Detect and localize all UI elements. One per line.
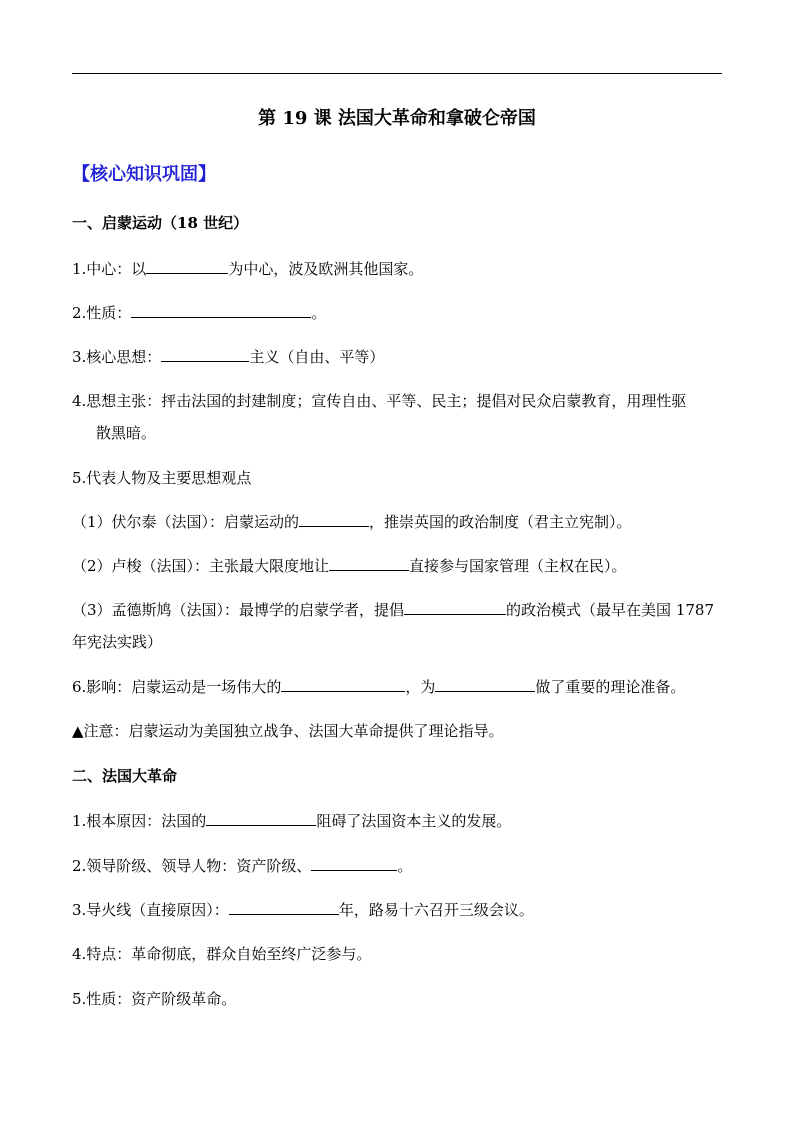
fill-blank[interactable] [435, 676, 535, 692]
s1-note: ▲注意：启蒙运动为美国独立战争、法国大革命提供了理论指导。 [72, 722, 504, 740]
s2-item4: 4.特点：革命彻底，群众自始至终广泛参与。 [72, 945, 372, 963]
s1-person2: （2）卢梭（法国）：主张最大限度地让 直接参与国家管理（主权在民）。 [72, 557, 627, 575]
s2-item2: 2.领导阶级、领导人物：资产阶级、 。 [72, 857, 413, 875]
s1-item6: 6.影响：启蒙运动是一场伟大的 ，为 做了重要的理论准备。 [72, 678, 686, 696]
fill-blank[interactable] [161, 346, 249, 362]
s1-person3-line1: （3）孟德斯鸠（法国）：最博学的启蒙学者，提倡 的政治模式（最早在美国 1787 [72, 601, 714, 619]
fill-blank[interactable] [329, 555, 409, 571]
s2-item3: 3.导火线（直接原因）： 年，路易十六召开三级会议。 [72, 901, 534, 919]
section2-title: 二、法国大革命 [72, 767, 178, 785]
fill-blank[interactable] [281, 676, 405, 692]
s1-item4-line2: 散黑暗。 [96, 424, 157, 442]
s1-person3-line2: 年宪法实践） [72, 633, 163, 651]
fill-blank[interactable] [311, 855, 397, 871]
header-rule [72, 73, 722, 74]
s1-item2: 2.性质： 。 [72, 304, 327, 322]
s1-item5: 5.代表人物及主要思想观点 [72, 469, 252, 487]
fill-blank[interactable] [229, 899, 339, 915]
s1-item3: 3.核心思想： 主义（自由、平等） [72, 348, 385, 366]
s2-item1: 1.根本原因：法国的 阻碍了法国资本主义的发展。 [72, 812, 512, 830]
s1-person1: （1）伏尔泰（法国）：启蒙运动的 ，推崇英国的政治制度（君主立宪制）。 [72, 513, 632, 531]
fill-blank[interactable] [146, 258, 228, 274]
page-title: 第 19 课 法国大革命和拿破仑帝国 [258, 108, 536, 129]
fill-blank[interactable] [299, 511, 369, 527]
section1-title: 一、启蒙运动（18 世纪） [72, 214, 249, 232]
fill-blank[interactable] [404, 599, 506, 615]
section-heading: 【核心知识巩固】 [72, 164, 216, 185]
fill-blank[interactable] [206, 810, 316, 826]
s1-item4-line1: 4.思想主张：抨击法国的封建制度；宣传自由、平等、民主；提倡对民众启蒙教育，用理性驱 [72, 392, 687, 410]
fill-blank[interactable] [131, 302, 311, 318]
s1-item1: 1.中心：以 为中心，波及欧洲其他国家。 [72, 260, 424, 278]
s2-item5: 5.性质：资产阶级革命。 [72, 990, 237, 1008]
